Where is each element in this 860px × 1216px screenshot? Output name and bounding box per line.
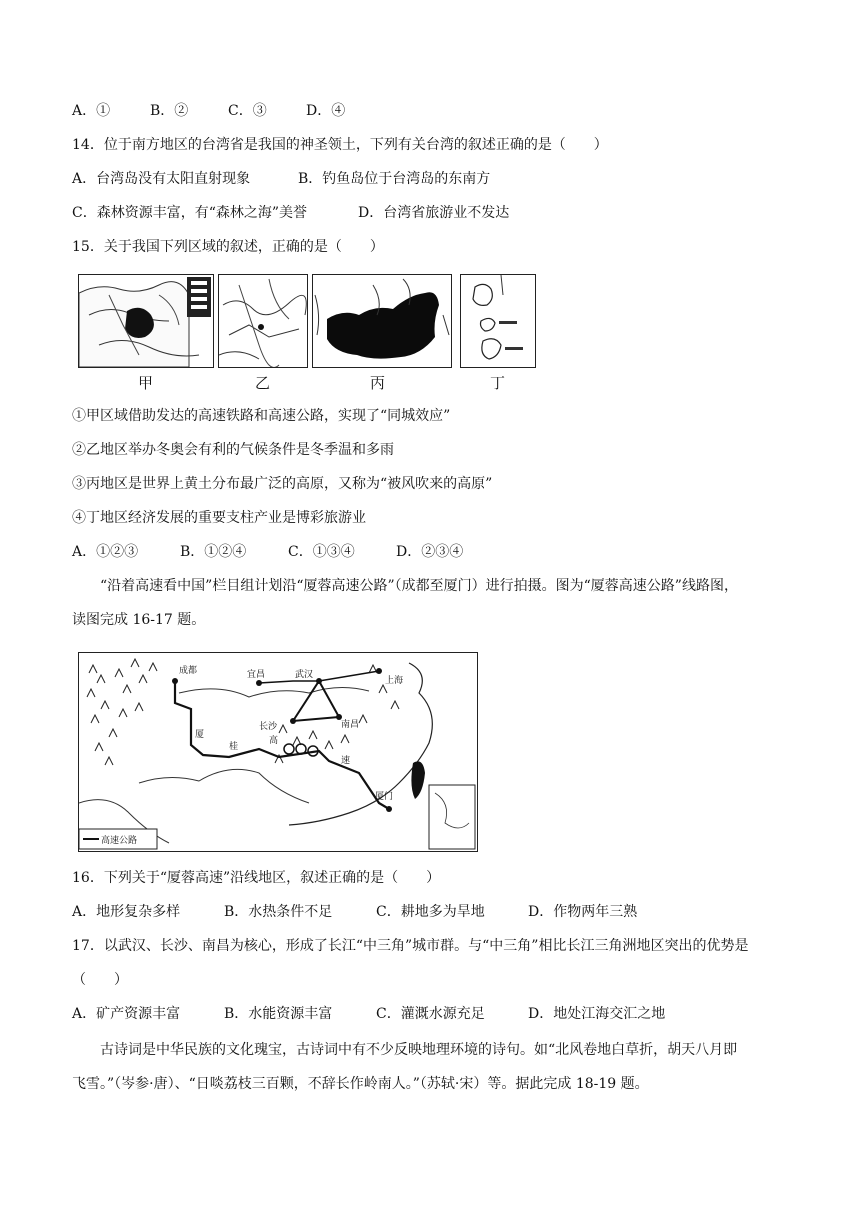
q16-options [72,902,637,922]
panel-label-bing: 丙 [370,374,386,392]
q16-option-b: B．水热条件不足 [224,904,333,920]
q17-option-d: D．地处江海交汇之地 [528,1006,666,1022]
q16-option-a: A．地形复杂多样 [72,904,181,920]
label-shanghai: 上海 [385,676,404,686]
label-gao: 高 [269,736,279,746]
intro-18-19-line1: 古诗词是中华民族的文化瑰宝，古诗词中有不少反映地理环境的诗句。如“北风卷地白草折，胡天八月即 [100,1042,738,1058]
q17-option-b: B．水能资源丰富 [224,1006,333,1022]
panel-label-yi: 乙 [255,374,271,392]
intro-16-17-line1: “沿着高速看中国”栏目组计划沿“厦蓉高速公路”（成都至厦门）进行拍摄。图为“厦蓉高速公路”线路图， [100,578,738,594]
intro-18-19-line2: 飞雪。”（岑参·唐）、“日啖荔枝三百颗，不辞长作岭南人。”（苏轼·宋）等。据此完成 18-19 题。 [72,1076,649,1092]
map-panel-jia [78,274,214,368]
q15-statement-3: ③丙地区是世界上黄土分布最广泛的高原，又称为“被风吹来的高原” [72,476,493,492]
q13-option-c: C．③ [228,103,267,119]
map-bing-figure [313,275,451,367]
q14-option-d: D．台湾省旅游业不发达 [358,205,510,221]
q16-option-c: C．耕地多为旱地 [376,904,485,920]
panel-label-jia: 甲 [138,374,154,392]
route-map-figure [79,653,477,851]
q13-option-a: A．① [72,103,111,119]
label-su: 速 [341,756,351,766]
intro-16-17-line2: 读图完成 16-17 题。 [72,612,206,628]
q15-option-a: A．①②③ [72,544,139,560]
q17-stem-line2: （ ） [72,972,128,988]
map-yi-figure [219,275,307,367]
label-gui: 桂 [229,742,239,752]
map-ding-figure [461,275,535,367]
map-jia-figure [79,275,213,367]
panel-label-ding: 丁 [490,374,506,392]
q15-statement-4: ④丁地区经济发展的重要支柱产业是博彩旅游业 [72,510,366,526]
q13-options [72,101,345,121]
q17-stem-line1: 17．以武汉、长沙、南昌为核心，形成了长江“中三角”城市群。与“中三角”相比长江三角洲地区突出的优势是 [72,938,749,954]
q16-option-d: D．作物两年三熟 [528,904,638,920]
q15-statement-1: ①甲区域借助发达的高速铁路和高速公路，实现了“同城效应” [72,408,451,424]
q15-option-d: D．②③④ [396,544,464,560]
map-panel-bing [312,274,452,368]
q17-option-c: C．灌溉水源充足 [376,1006,485,1022]
q14-options-row2 [72,203,509,223]
label-chengdu: 成都 [179,666,198,676]
q14-option-b: B．钓鱼岛位于台湾岛的东南方 [298,171,491,187]
q13-option-d: D．④ [306,103,346,119]
label-yichang: 宜昌 [247,670,266,680]
label-xia: 厦 [195,730,205,740]
map-panel-yi [218,274,308,368]
q14-options-row1 [72,169,490,189]
q17-option-a: A．矿产资源丰富 [72,1006,181,1022]
route-map-legend: 高速公路 [101,836,138,846]
q15-option-b: B．①②④ [180,544,247,560]
route-map [78,652,478,852]
q13-option-b: B．② [150,103,189,119]
map-panel-ding [460,274,536,368]
q17-options [72,1004,665,1024]
label-nanchang: 南昌 [341,720,360,730]
q14-stem: 14．位于南方地区的台湾省是我国的神圣领土，下列有关台湾的叙述正确的是（ ） [72,137,608,153]
q15-statement-2: ②乙地区举办冬奥会有利的气候条件是冬季温和多雨 [72,442,394,458]
q14-option-c: C．森林资源丰富，有“森林之海”美誉 [72,205,308,221]
label-wuhan: 武汉 [295,670,314,680]
q15-options [72,542,463,562]
q16-stem: 16．下列关于“厦蓉高速”沿线地区，叙述正确的是（ ） [72,870,441,886]
q14-option-a: A．台湾岛没有太阳直射现象 [72,171,251,187]
q15-option-c: C．①③④ [288,544,355,560]
label-xiamen: 厦门 [375,792,394,802]
q15-stem: 15．关于我国下列区域的叙述，正确的是（ ） [72,239,384,255]
label-changsha: 长沙 [259,722,278,732]
